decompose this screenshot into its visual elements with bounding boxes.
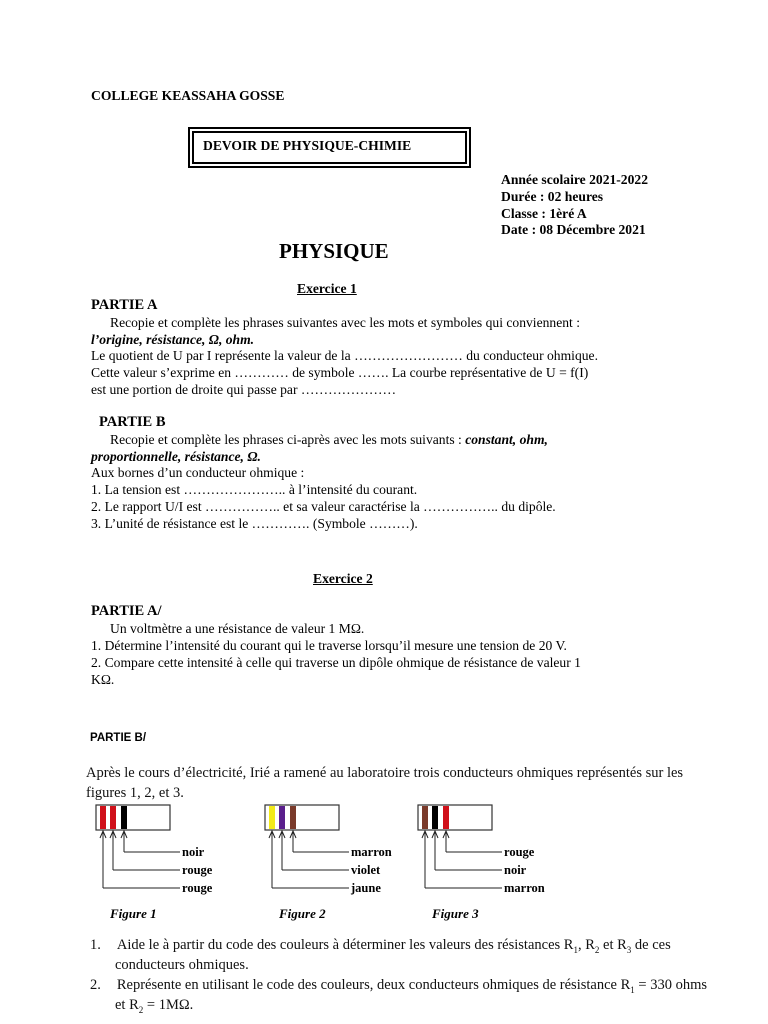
- ex1-partB-line1: 1. La tension est ………………….. à l’intensité du courant.: [91, 482, 418, 497]
- ex1-partA-line3: est une portion de droite qui passe par …………………: [91, 382, 397, 397]
- band-label-jaune: jaune: [351, 881, 381, 895]
- q1-number: 1.: [90, 937, 101, 953]
- band-label-noir: noir: [182, 845, 205, 859]
- section-title: PHYSIQUE: [279, 239, 389, 263]
- ex1-partB-instruction: Recopie et complète les phrases ci-après avec les mots suivants :: [110, 432, 466, 447]
- info-year: Année scolaire 2021-2022: [501, 172, 648, 187]
- ex2-partA-line2: 2. Compare cette intensité à celle qui traverse un dipôle ohmique de résistance de valeur 1: [91, 655, 581, 670]
- q1-text-a: Aide le à partir du code des couleurs à déterminer les valeurs des résistances R: [116, 937, 574, 953]
- ex1-partB-label: PARTIE B: [99, 414, 166, 430]
- ex1-partB-words-1: constant, ohm,: [465, 432, 548, 447]
- color-band-3: [443, 806, 449, 829]
- figure-caption: Figure 3: [432, 906, 479, 921]
- ex1-partB-line3: 3. L’unité de résistance est le …………. (Symbole ………).: [91, 516, 418, 531]
- school-name: COLLEGE KEASSAHA GOSSE: [91, 88, 285, 103]
- color-band-2: [432, 806, 438, 829]
- q2-number: 2.: [90, 977, 101, 993]
- ex1-partA-line2: Cette valeur s’exprime en ………… de symbole ……. La courbe représentative de U = f(I): [91, 365, 589, 380]
- document-title: DEVOIR DE PHYSIQUE-CHIMIE: [203, 138, 412, 153]
- ex2-partA-line3: KΩ.: [91, 672, 115, 687]
- ex2-partB-label: PARTIE B/: [90, 732, 147, 744]
- figure-caption: Figure 2: [279, 906, 326, 921]
- q1-text-c: et R: [599, 937, 627, 953]
- q2-sub-1: 1: [630, 984, 635, 995]
- q1-text-b: , R: [577, 937, 595, 953]
- q2-text-a: Représente en utilisant le code des couleurs, deux conducteurs ohmiques de résistance R: [116, 977, 631, 993]
- band-label-violet: violet: [351, 863, 381, 877]
- band-label-rouge: rouge: [504, 845, 535, 859]
- ex1-partB-line0: Aux bornes d’un conducteur ohmique :: [91, 465, 305, 480]
- ex1-partB-instruction-line: [110, 431, 548, 448]
- resistor-figures: [80, 800, 720, 930]
- q1-line1: [90, 937, 671, 959]
- color-band-1: [269, 806, 275, 829]
- q1-sub-2: 2: [594, 944, 600, 955]
- ex1-partA-line1: Le quotient de U par I représente la valeur de la …………………… du conducteur ohmique.: [91, 348, 598, 363]
- ex1-title: Exercice 1: [297, 281, 357, 296]
- ex1-partB-words-2: proportionnelle, résistance, Ω.: [91, 449, 261, 464]
- ex2-partA-label: PARTIE A/: [91, 603, 162, 619]
- q2-sub-2: 2: [138, 1004, 144, 1015]
- resistor-body: [96, 805, 170, 830]
- q2-text-b: = 330 ohms: [634, 977, 707, 993]
- resistor-figure-1: [96, 805, 213, 921]
- ex1-partA-label: PARTIE A: [91, 297, 158, 313]
- resistor-body: [418, 805, 492, 830]
- ex2-partB-intro-2: figures 1, 2, et 3.: [86, 785, 184, 801]
- ex2-partA-line0: Un voltmètre a une résistance de valeur 1 MΩ.: [110, 621, 365, 636]
- resistor-figure-2: [265, 805, 392, 921]
- info-class: Classe : 1èré A: [501, 206, 587, 221]
- figure-caption: Figure 1: [110, 906, 157, 921]
- color-band-3: [290, 806, 296, 829]
- band-label-marron: marron: [351, 845, 392, 859]
- color-band-1: [422, 806, 428, 829]
- color-band-1: [100, 806, 106, 829]
- color-band-2: [279, 806, 285, 829]
- info-date: Date : 08 Décembre 2021: [501, 222, 646, 237]
- q1-sub-3: 3: [626, 944, 632, 955]
- ex1-partB-line2: 2. Le rapport U/I est …………….. et sa valeur caractérise la …………….. du dipôle.: [91, 499, 556, 514]
- color-band-3: [121, 806, 127, 829]
- title-box: [192, 131, 467, 164]
- q2-text-c: et R: [115, 997, 139, 1013]
- band-label-marron: marron: [504, 881, 545, 895]
- resistor-body: [265, 805, 339, 830]
- ex2-title: Exercice 2: [313, 571, 373, 586]
- q2-line1: [90, 977, 707, 999]
- ex2-partB-intro-1: Après le cours d’électricité, Irié a ramené au laboratoire trois conducteurs ohmiques représentés sur les: [86, 765, 684, 781]
- ex2-partA-line1: 1. Détermine l’intensité du courant qui le traverse lorsqu’il mesure une tension de 20 V.: [91, 638, 567, 653]
- info-duration: Durée : 02 heures: [501, 189, 604, 204]
- q2-text-d: = 1MΩ.: [143, 997, 194, 1013]
- q1-sub-1: 1: [573, 944, 578, 955]
- band-label-noir: noir: [504, 863, 527, 877]
- band-label-rouge: rouge: [182, 881, 213, 895]
- q1-text-d: de ces: [631, 937, 671, 953]
- color-band-2: [110, 806, 116, 829]
- q1-line2: conducteurs ohmiques.: [115, 957, 249, 973]
- q2-line2: [115, 997, 193, 1019]
- ex1-partA-words: l’origine, résistance, Ω, ohm.: [91, 332, 255, 347]
- ex1-partA-instruction: Recopie et complète les phrases suivantes avec les mots et symboles qui conviennent :: [110, 315, 580, 330]
- band-label-rouge: rouge: [182, 863, 213, 877]
- resistor-figure-3: [418, 805, 545, 921]
